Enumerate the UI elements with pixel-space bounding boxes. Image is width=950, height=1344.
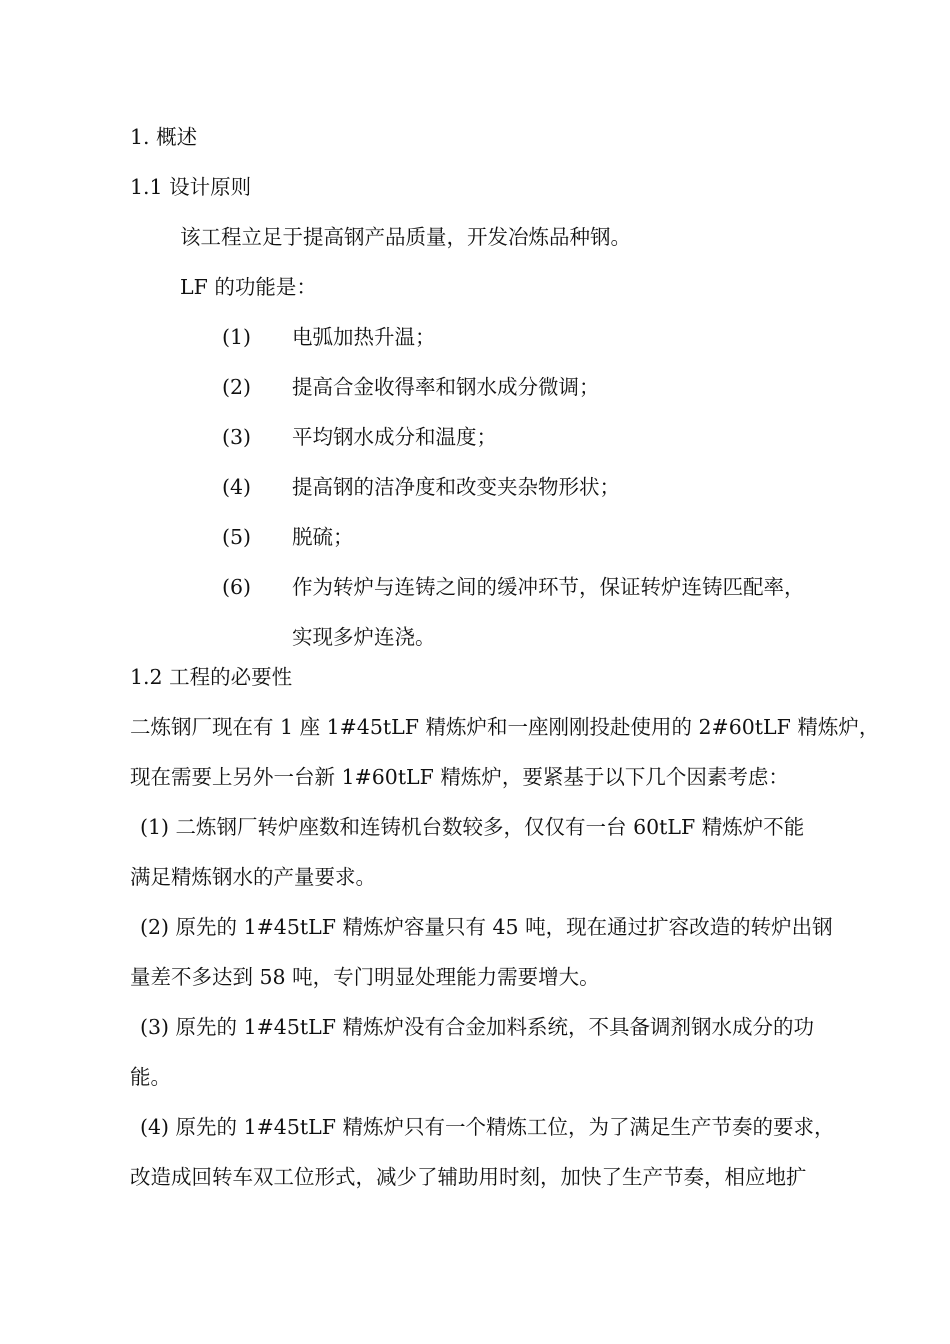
function-text: 提高钢的洁净度和改变夹杂物形状； [292,475,620,499]
function-text-continued: 实现多炉连浇。 [292,625,436,649]
function-number: (6) [222,575,252,599]
heading-necessity: 1.2 工程的必要性 [130,665,293,689]
paragraph-lf-functions: LF 的功能是： [180,275,317,299]
function-number: (2) [222,375,252,399]
reason-line: 满足精炼钢水的产量要求。 [130,865,376,889]
function-text: 平均钢水成分和温度； [292,425,497,449]
reason-line: (2) 原先的 1#45tLF 精炼炉容量只有 45 吨，现在通过扩容改造的转炉出钢 [140,915,833,939]
function-number: (1) [222,325,252,349]
function-number: (5) [222,525,252,549]
function-number: (4) [222,475,252,499]
function-text: 作为转炉与连铸之间的缓冲环节，保证转炉连铸匹配率， [292,575,805,599]
reason-line: (1) 二炼钢厂转炉座数和连铸机台数较多，仅仅有一台 60tLF 精炼炉不能 [140,815,805,839]
paragraph-intro: 该工程立足于提高钢产品质量，开发冶炼品种钢。 [180,225,631,249]
reason-line: 能。 [130,1065,171,1089]
reason-line: (3) 原先的 1#45tLF 精炼炉没有合金加料系统，不具备调剂钢水成分的功 [140,1015,814,1039]
function-text: 电弧加热升温； [292,325,436,349]
function-text: 脱硫； [292,525,354,549]
reason-line: (4) 原先的 1#45tLF 精炼炉只有一个精炼工位，为了满足生产节奏的要求， [140,1115,835,1139]
reason-line: 改造成回转车双工位形式，减少了辅助用时刻，加快了生产节奏，相应地扩 [130,1165,807,1189]
reason-line: 量差不多达到 58 吨，专门明显处理能力需要增大。 [130,965,600,989]
heading-design-principles: 1.1 设计原则 [130,175,252,199]
heading-overview: 1. 概述 [130,125,198,149]
paragraph-main-line: 二炼钢厂现在有 1 座 1#45tLF 精炼炉和一座刚刚投赴使用的 2#60tLF 精炼炉， [130,715,880,739]
function-number: (3) [222,425,252,449]
paragraph-main-line: 现在需要上另外一台新 1#60tLF 精炼炉，要紧基于以下几个因素考虑： [130,765,789,789]
function-text: 提高合金收得率和钢水成分微调； [292,375,600,399]
